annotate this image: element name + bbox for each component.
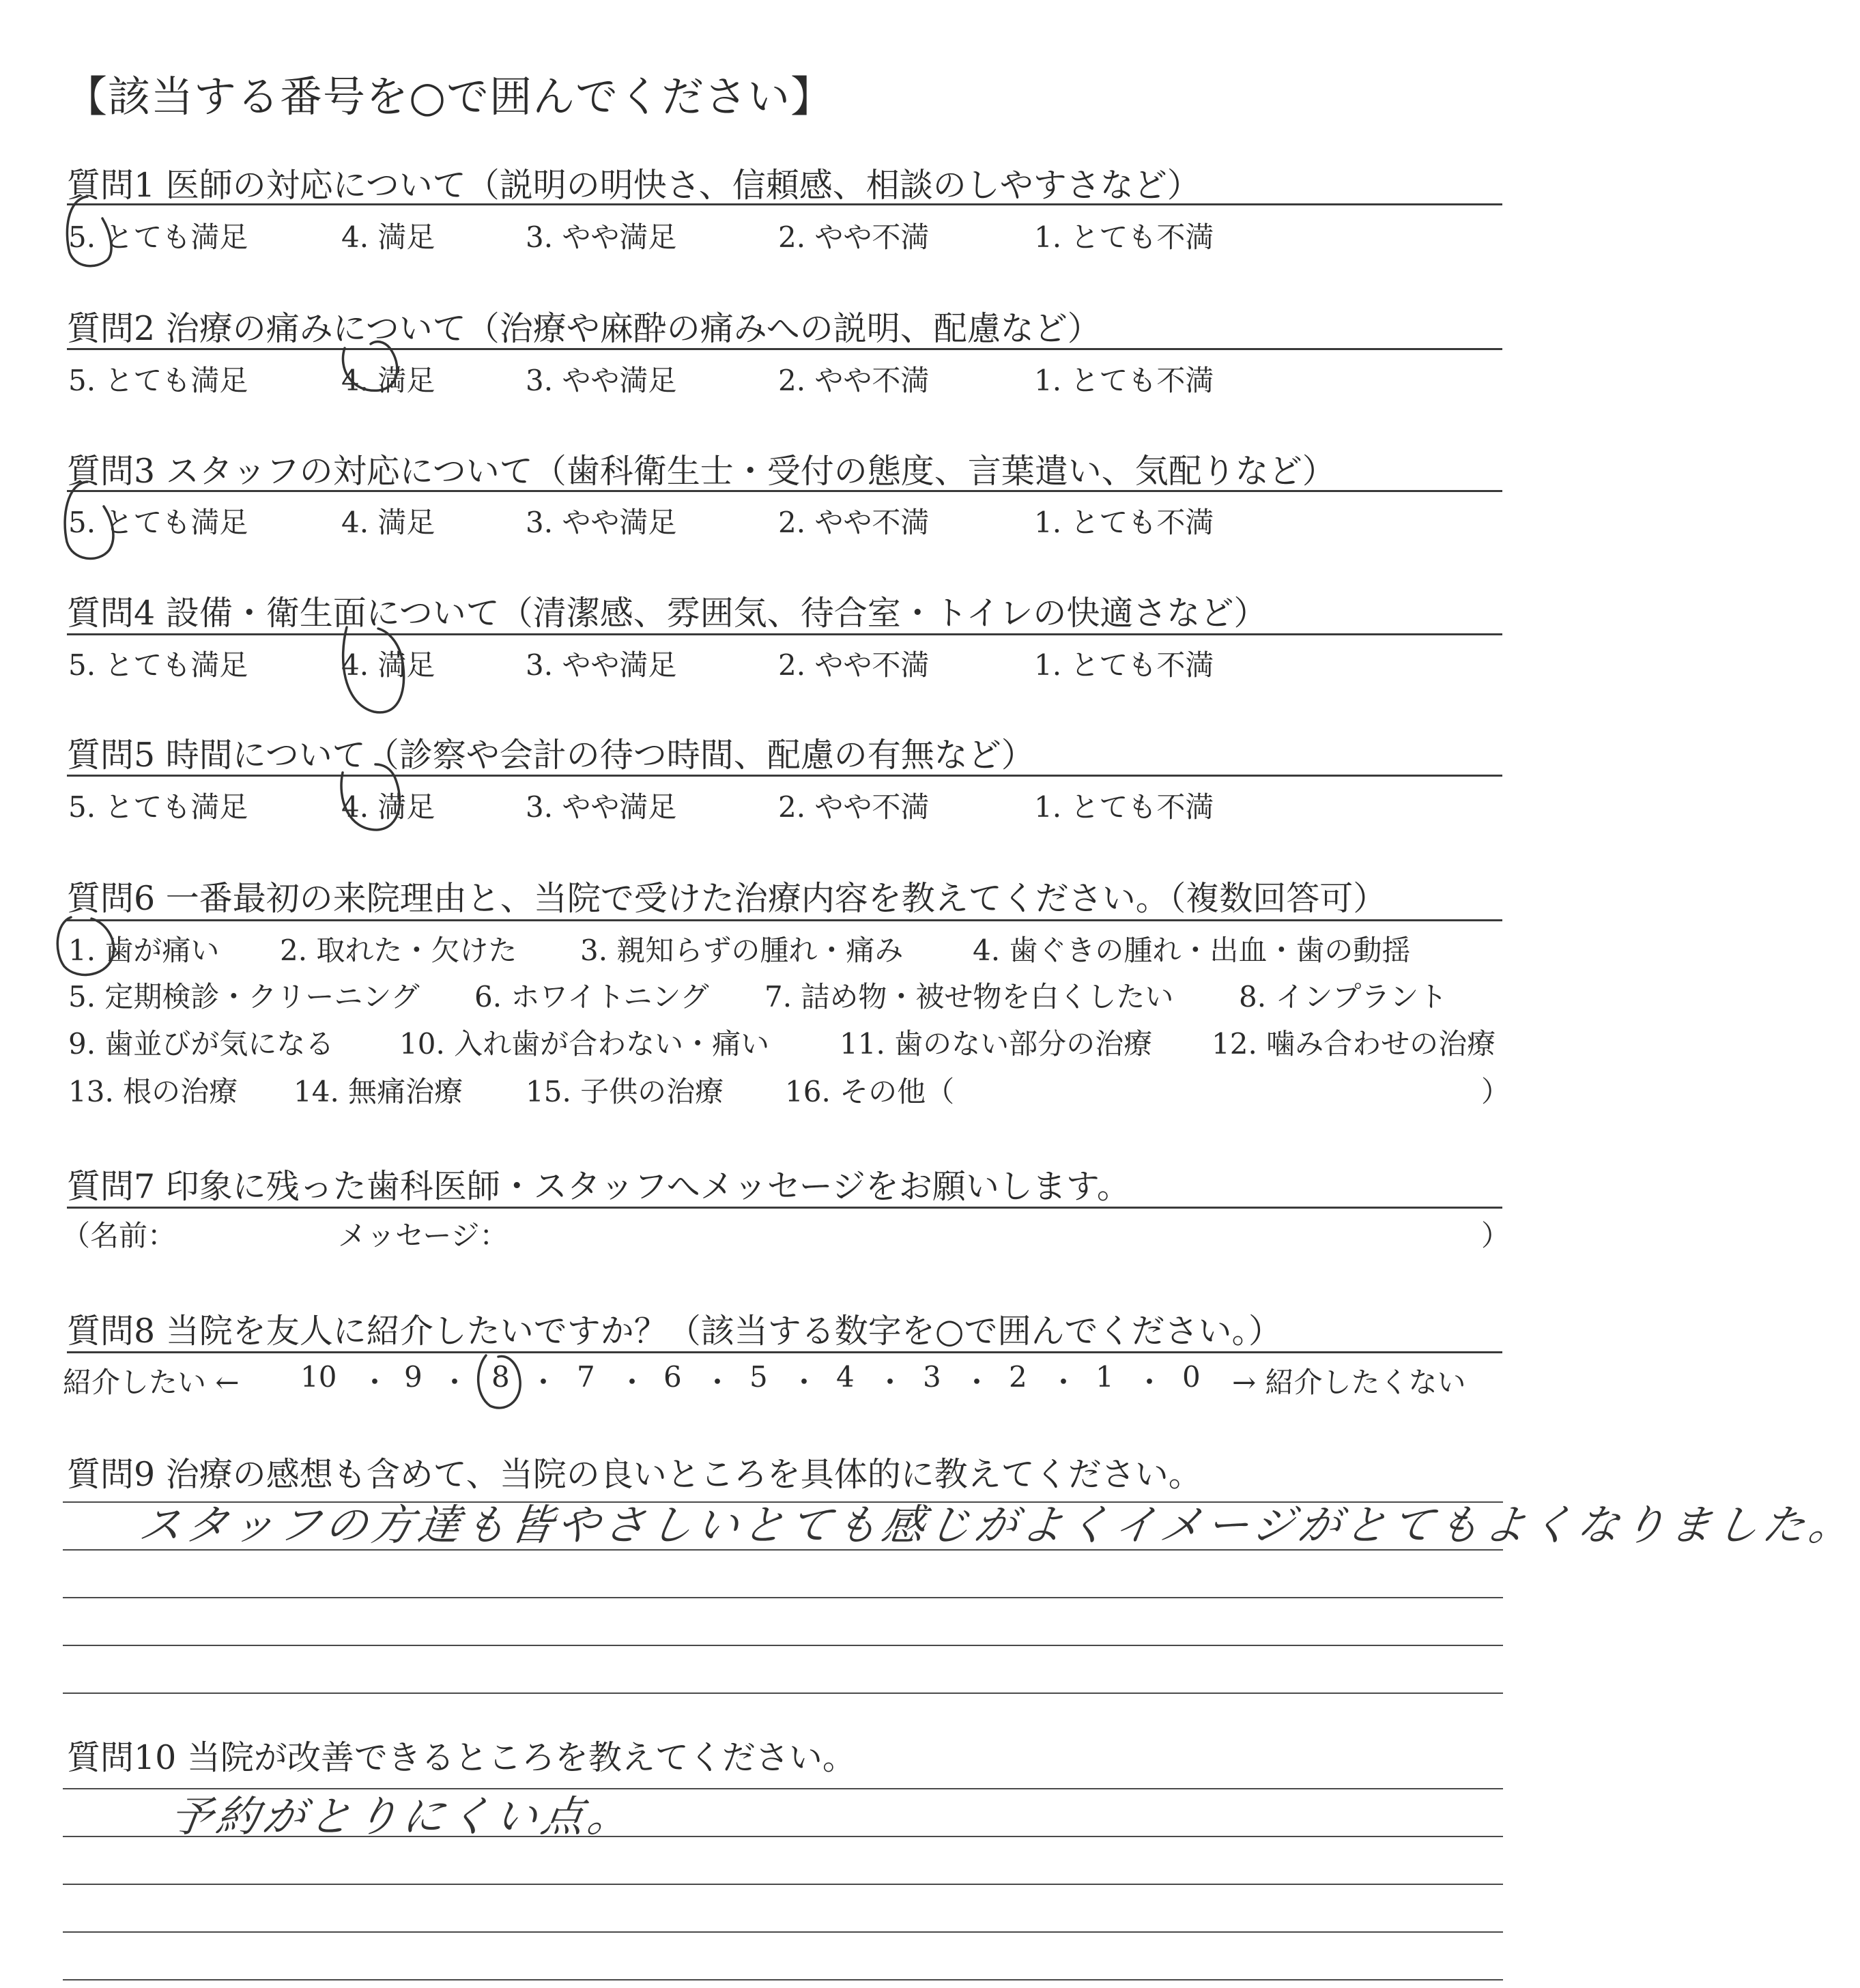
q8-scale-8[interactable]: 8 — [491, 1360, 510, 1394]
q9-write-line-3 — [63, 1597, 1503, 1598]
question-8-title: 質問8 当院を友人に紹介したいですか？（該当する数字を○で囲んでください。） — [67, 1312, 1283, 1351]
question-5-title: 質問5 時間について（診察や会計の待つ時間、配慮の有無など） — [67, 736, 1035, 775]
q5-option-3[interactable]: 3. やや満足 — [526, 790, 677, 824]
q8-scale-0[interactable]: 0 — [1182, 1360, 1201, 1394]
question-6-rule — [67, 919, 1502, 921]
q8-separator: ・ — [618, 1366, 647, 1399]
q4-option-1[interactable]: 1. とても不満 — [1034, 648, 1214, 682]
q8-scale-5[interactable]: 5 — [749, 1360, 768, 1394]
q6-option-7[interactable]: 7. 詰め物・被せ物を白くしたい — [764, 980, 1174, 1013]
q1-option-3[interactable]: 3. やや満足 — [526, 220, 677, 254]
q5-option-5[interactable]: 5. とても満足 — [68, 790, 248, 824]
q6-option-4[interactable]: 4. 歯ぐきの腫れ・出血・歯の動揺 — [973, 934, 1411, 967]
q6-option-3[interactable]: 3. 親知らずの腫れ・痛み — [580, 934, 904, 967]
q2-answer-circle — [331, 334, 406, 403]
q10-write-line-4 — [63, 1931, 1503, 1933]
q8-scale-6[interactable]: 6 — [663, 1360, 682, 1394]
question-1-title: 質問1 医師の対応について（説明の明快さ、信頼感、相談のしやすさなど） — [67, 166, 1201, 205]
q6-option-2[interactable]: 2. 取れた・欠けた — [280, 934, 517, 967]
q10-write-line-3 — [63, 1884, 1503, 1885]
q2-option-4[interactable]: 4. 満足 — [341, 364, 435, 397]
q9-handwritten-answer-line-1: スタッフの方達も皆やさしいとても感じがよくイメージがとてもよくなりました。 — [136, 1500, 1859, 1550]
q4-option-2[interactable]: 2. やや不満 — [778, 648, 930, 682]
q7-name-label: （名前： — [61, 1219, 177, 1252]
q8-scale-1[interactable]: 1 — [1096, 1360, 1114, 1394]
q4-option-3[interactable]: 3. やや満足 — [526, 648, 677, 682]
q8-separator: ・ — [1049, 1366, 1078, 1399]
q8-answer-circle — [471, 1350, 532, 1411]
q1-option-5[interactable]: 5. とても満足 — [68, 220, 248, 254]
q4-answer-circle — [333, 618, 415, 720]
question-7-title: 質問7 印象に残った歯科医師・スタッフへメッセージをお願いします。 — [67, 1167, 1130, 1206]
q2-option-1[interactable]: 1. とても不満 — [1034, 364, 1214, 397]
q8-separator: ・ — [876, 1366, 905, 1399]
q8-separator: ・ — [1135, 1366, 1164, 1399]
question-3-title: 質問3 スタッフの対応について（歯科衛生士・受付の態度、言葉遣い、気配りなど） — [67, 452, 1336, 491]
q1-option-2[interactable]: 2. やや不満 — [778, 220, 930, 254]
q10-handwritten-answer: 予約がとりにくい点。 — [167, 1791, 638, 1841]
q6-option-13[interactable]: 13. 根の治療 — [68, 1075, 238, 1108]
q6-option-8[interactable]: 8. インプラント — [1239, 980, 1448, 1013]
q8-left-label: 紹介したい ← — [63, 1366, 240, 1399]
question-4-rule — [67, 633, 1502, 635]
q3-option-3[interactable]: 3. やや満足 — [526, 506, 677, 539]
q4-option-5[interactable]: 5. とても満足 — [68, 648, 248, 682]
q6-option-10[interactable]: 10. 入れ歯が合わない・痛い — [399, 1027, 770, 1061]
q8-separator: ・ — [529, 1366, 558, 1399]
q8-scale-3[interactable]: 3 — [923, 1360, 941, 1394]
q6-answer-circle-1 — [51, 913, 126, 981]
q10-write-line-5 — [63, 1979, 1503, 1980]
q7-message-label: メッセージ： — [338, 1219, 509, 1252]
q3-option-2[interactable]: 2. やや不満 — [778, 506, 930, 539]
q6-option-9[interactable]: 9. 歯並びが気になる — [68, 1027, 334, 1061]
question-9-title: 質問9 治療の感想も含めて、当院の良いところを具体的に教えてください。 — [67, 1455, 1202, 1494]
q6-option-14[interactable]: 14. 無痛治療 — [294, 1075, 463, 1108]
q8-scale-10[interactable]: 10 — [300, 1360, 337, 1394]
q5-option-2[interactable]: 2. やや不満 — [778, 790, 930, 824]
question-1-rule — [67, 203, 1502, 205]
question-8-rule — [67, 1351, 1502, 1353]
q4-option-4[interactable]: 4. 満足 — [341, 648, 435, 682]
q6-option-5[interactable]: 5. 定期検診・クリーニング — [68, 980, 420, 1013]
q5-option-1[interactable]: 1. とても不満 — [1034, 790, 1214, 824]
q6-option-12[interactable]: 12. 噛み合わせの治療 — [1212, 1027, 1496, 1061]
question-6-title: 質問6 一番最初の来院理由と、当院で受けた治療内容を教えてください。（複数回答可） — [67, 879, 1387, 918]
q2-option-5[interactable]: 5. とても満足 — [68, 364, 248, 397]
question-2-title: 質問2 治療の痛みについて（治療や麻酔の痛みへの説明、配慮など） — [67, 309, 1101, 348]
q8-scale-7[interactable]: 7 — [577, 1360, 595, 1394]
q6-option-15[interactable]: 15. 子供の治療 — [526, 1075, 724, 1108]
q5-answer-circle — [333, 756, 408, 838]
q8-separator: ・ — [962, 1366, 992, 1399]
q1-option-4[interactable]: 4. 満足 — [341, 220, 435, 254]
q8-scale-9[interactable]: 9 — [404, 1360, 423, 1394]
q8-separator: ・ — [790, 1366, 819, 1399]
q5-option-4[interactable]: 4. 満足 — [341, 790, 435, 824]
q6-option-1[interactable]: 1. 歯が痛い — [68, 934, 220, 967]
q6-option-16[interactable]: 16. その他（ — [785, 1075, 955, 1108]
q8-scale-2[interactable]: 2 — [1009, 1360, 1027, 1394]
q3-option-1[interactable]: 1. とても不満 — [1034, 506, 1214, 539]
q1-answer-circle — [60, 191, 121, 273]
q1-option-1[interactable]: 1. とても不満 — [1034, 220, 1214, 254]
q6-option-11[interactable]: 11. 歯のない部分の治療 — [840, 1027, 1153, 1061]
q3-answer-circle — [57, 476, 126, 565]
q8-scale-4[interactable]: 4 — [836, 1360, 855, 1394]
question-10-title: 質問10 当院が改善できるところを教えてください。 — [67, 1738, 856, 1777]
question-3-rule — [67, 490, 1502, 492]
q8-separator: ・ — [360, 1366, 390, 1399]
q3-option-5[interactable]: 5. とても満足 — [68, 506, 248, 539]
q2-option-2[interactable]: 2. やや不満 — [778, 364, 930, 397]
q8-separator: ・ — [440, 1366, 470, 1399]
question-5-rule — [67, 775, 1502, 777]
q7-close-paren: ） — [1481, 1219, 1511, 1252]
q2-option-3[interactable]: 3. やや満足 — [526, 364, 677, 397]
q8-right-label: → 紹介したくない — [1232, 1366, 1466, 1399]
q8-separator: ・ — [703, 1366, 732, 1399]
q6-other-close-paren: ） — [1481, 1075, 1511, 1108]
q9-write-line-5 — [63, 1692, 1503, 1694]
instruction-heading: 【該当する番号を○で囲んでください】 — [65, 72, 834, 121]
q9-write-line-4 — [63, 1645, 1503, 1646]
question-2-rule — [67, 348, 1502, 350]
question-4-title: 質問4 設備・衛生面について（清潔感、雰囲気、待合室・トイレの快適さなど） — [67, 594, 1268, 633]
q3-option-4[interactable]: 4. 満足 — [341, 506, 435, 539]
q6-option-6[interactable]: 6. ホワイトニング — [474, 980, 709, 1013]
question-7-rule — [67, 1207, 1502, 1209]
